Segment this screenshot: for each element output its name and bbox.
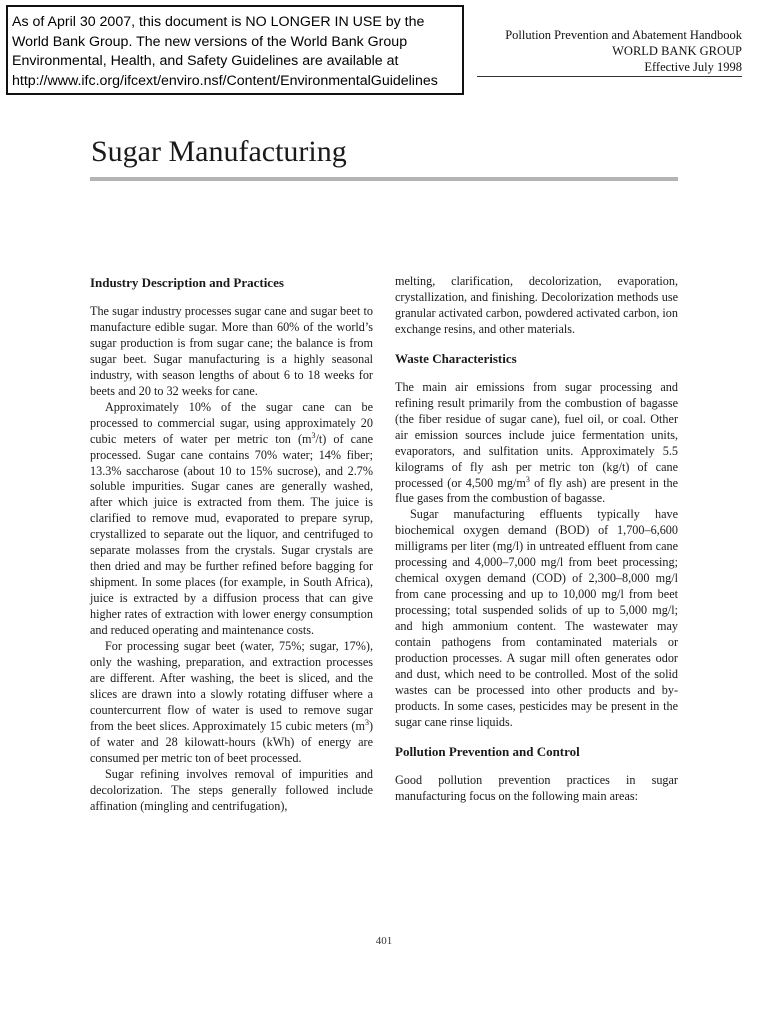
paragraph: The sugar industry processes sugar cane and sugar beet to manufacture edible sugar. More than 60% of the world’s sugar production is from sugar cane; the balance is from sugar beet. Sugar manufacturing is a highly seasonal industry, with season lengths of about 6 to 18 weeks for beets and 20 to 32 weeks for cane. xyxy=(90,304,373,398)
right-column xyxy=(395,274,678,805)
paragraph: The main air emissions from sugar processing and refining result primarily from the combustion of bagasse (the fiber residue of sugar cane), fuel oil, or coal. Other air emission sources include juice fermentation units, evaporators, and sulfitation units. Approximately 5.5 kilograms of fly ash per metric ton (kg/t) of cane processed (or 4,500 $mg/m^3$ of fly ash) are present in the flue gases from the combustion of bagasse. xyxy=(395,379,678,506)
header-divider xyxy=(477,76,742,77)
paragraph: For processing sugar beet (water, 75%; sugar, 17%), only the washing, preparation, and extraction processes are different. After washing, the beet is sliced, and the slices are drawn into a slowly rotating diffuser where a countercurrent flow of water is used to remove sugar from the beet slices. Approximately 15 cubic meters $(m^3)$ of water and 28 kilowatt-hours (kWh) of energy are consumed per metric ton of beet processed. xyxy=(90,639,373,765)
paragraph: Sugar manufacturing effluents typically have biochemical oxygen demand (BOD) of 1,700–6,600 milligrams per liter (mg/l) in untreated effluent from cane processing and 4,000–7,000 mg/l from beet processing; chemical oxygen demand (COD) of 2,300–8,000 mg/l from cane processing and up to 10,000 mg/l from beet processing; total suspended solids of up to 5,000 mg/l; and high ammonium content. The wastewater may contain pathogens from contaminated materials or production processes. A sugar mill often generates odor and dust, which need to be controlled. Most of the solid wastes can be processed into other products and by-products. In some cases, pesticides may be present in the sugar cane rinse liquids. xyxy=(395,507,678,729)
notice-line: World Bank Group. The new versions of the World Bank Group xyxy=(12,33,408,50)
paragraph: melting, clarification, decolorization, evaporation, crystallization, and finishing. Decolorization methods use granular activated carbon, powdered activated carbon, ion exchange resins, and other materials. xyxy=(395,274,678,336)
section-heading-pollution: Pollution Prevention and Control xyxy=(395,743,580,759)
notice-line: As of April 30 2007, this document is NO LONGER IN USE by the xyxy=(12,14,425,30)
paragraph: Sugar refining involves removal of impurities and decolorization. The steps generally followed include affination (mingling and centrifugation), xyxy=(90,766,373,813)
section-heading-industry: Industry Description and Practices xyxy=(90,275,284,290)
left-column xyxy=(90,274,373,815)
document-title: Sugar Manufacturing xyxy=(91,135,347,168)
section-heading-waste: Waste Characteristics xyxy=(395,350,517,366)
page-number: 401 xyxy=(375,935,393,947)
running-header xyxy=(505,27,742,75)
paragraph: Good pollution prevention practices in sugar manufacturing focus on the following main areas: xyxy=(395,772,678,803)
effective-date: Effective July 1998 xyxy=(644,60,742,74)
title-divider xyxy=(90,177,678,181)
organization-name: WORLD BANK GROUP xyxy=(612,44,742,58)
handbook-title: Pollution Prevention and Abatement Handbook xyxy=(505,28,742,42)
notice-line: Environmental, Health, and Safety Guidelines are available at xyxy=(12,53,399,69)
paragraph: Approximately 10% of the sugar cane can be processed to commercial sugar, using approximately 20 cubic meters of water per metric ton $(m^3/t)$ of cane processed. Sugar cane contains 70% water; 14% fiber; 13.3% saccharose (about 10 to 15% sucrose), and 2.7% soluble impurities. Sugar canes are generally washed, after which juice is extracted from them. The juice is clarified to remove mud, evaporated to prepare syrup, crystallized to separate out the liquor, and centrifuged to separate molasses from the crystals. Sugar crystals are then dried and may be further refined before bagging for shipment. In some places (for example, in South Africa), juice is extracted by a diffusion process that can give higher rates of extraction with lower energy consumption and reduced operating and maintenance costs. xyxy=(90,399,373,638)
notice-link[interactable]: http://www.ifc.org/ifcext/enviro.nsf/Content/EnvironmentalGuidelines xyxy=(12,72,438,89)
obsolete-notice-box xyxy=(6,5,464,95)
